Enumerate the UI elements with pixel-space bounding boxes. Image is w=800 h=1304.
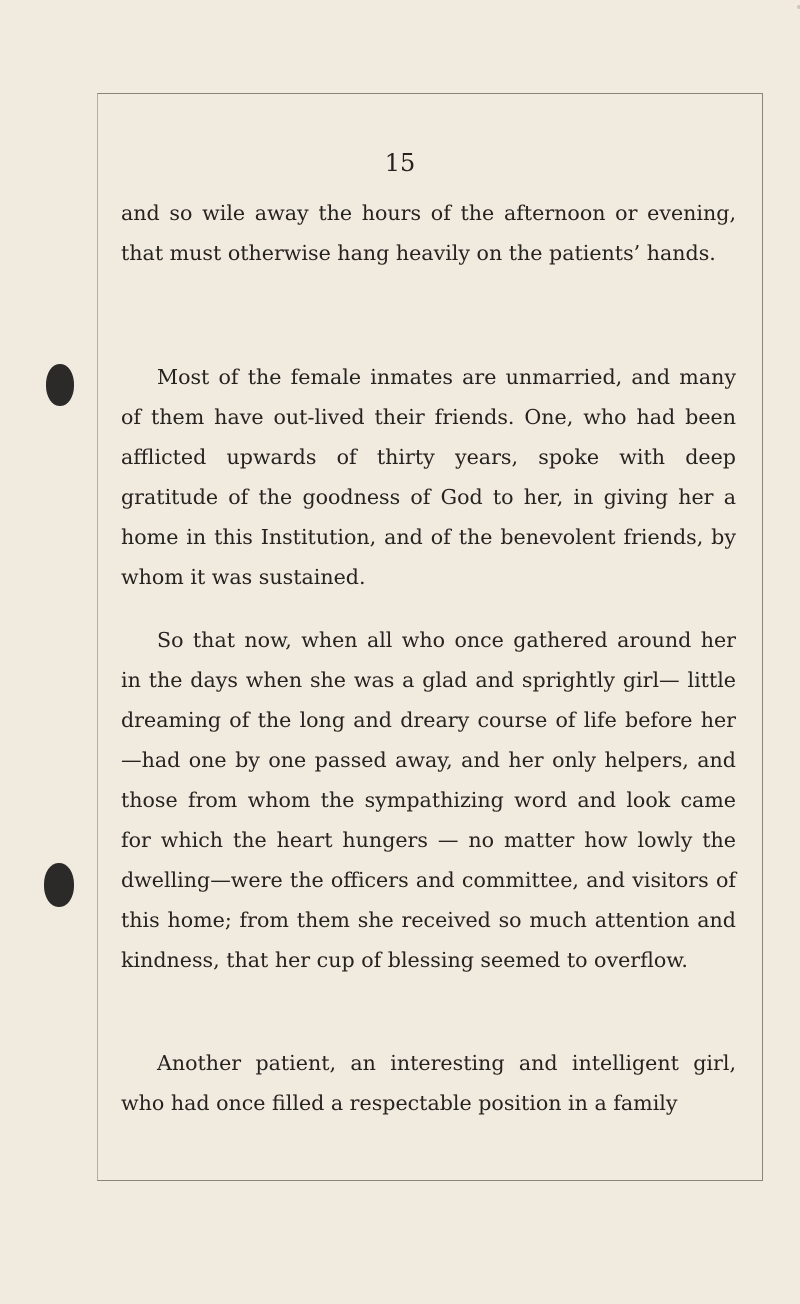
paragraph-2: Most of the female inmates are unmarried, and many of them have out-lived their friends. One, who had been afflicted upwards of thirty years, spoke with deep gratitude of the goodness of God to her, in giving her a home in this Institution, and of the benevolent friends, by whom it was sustained.: [121, 365, 736, 589]
paragraph-4: Another patient, an interesting and intelligent girl, who had once filled a respectable position in a family: [121, 1051, 736, 1115]
binding-hole-top: [46, 364, 74, 406]
paragraph-3: So that now, when all who once gathered around her in the days when she was a glad and sprightly girl— little dreaming of the long and dreary course of life before her—had one by one passed away, and her only helpers, and those from whom the sympathizing word and look came for which the heart hungers — no matter how lowly the dwelling—were the officers and committee, and visitors of this home; from them she received so much attention and kindness, that her cup of blessing seemed to overflow.: [121, 628, 736, 972]
page-number: 15: [384, 149, 416, 177]
binding-hole-bottom: [44, 863, 74, 907]
paragraph-1: and so wile away the hours of the afternoon or evening, that must otherwise hang heavily on the patients’ hands.: [121, 201, 736, 265]
